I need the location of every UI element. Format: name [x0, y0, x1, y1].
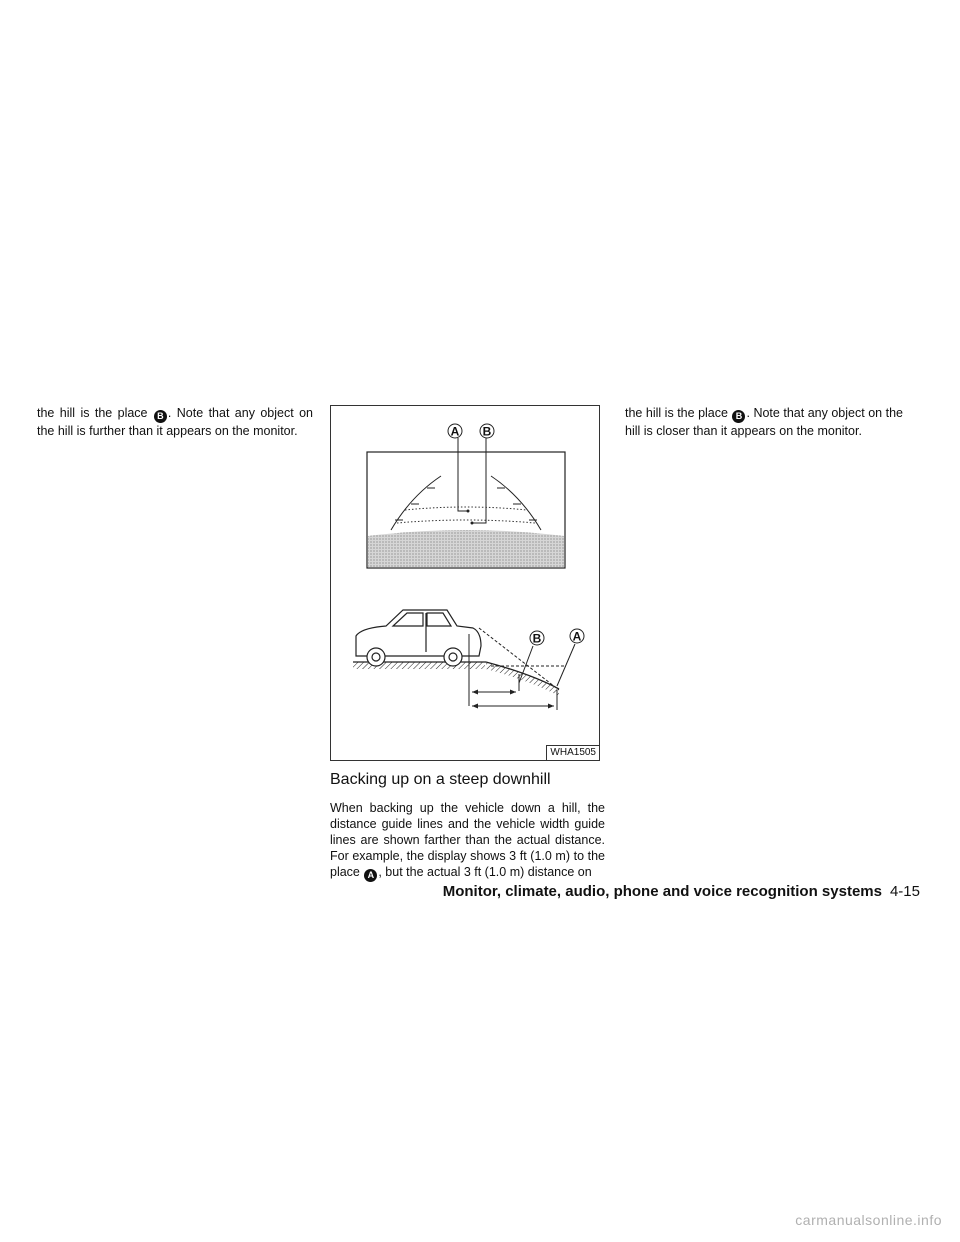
left-column [37, 405, 313, 439]
section-paragraph [330, 800, 605, 882]
figure-label-b-side: B [532, 631, 542, 646]
backup-camera-figure [330, 405, 600, 761]
section-text-before: When backing up the vehicle down a hill, the distance guide lines and the vehicle width guide lines are shown farther than the actual distance. For example, the display shows 3 ft (1.0 m) to the place [330, 801, 605, 879]
right-column-paragraph [625, 405, 903, 439]
marker-b-icon: B [154, 410, 167, 423]
bumper-area [368, 530, 564, 567]
section-column [330, 770, 605, 882]
right-text-before: the hill is the place [625, 406, 732, 420]
figure-label-a-top: A [450, 424, 460, 439]
marker-b-icon: B [732, 410, 745, 423]
section-heading: Backing up on a steep downhill [330, 771, 551, 788]
figure-label-b-top: B [482, 424, 492, 439]
page-number: 4-15 [889, 883, 920, 900]
right-text-after: . Note that any object on the hill is closer than it appears on the monitor. [625, 406, 904, 438]
left-column-paragraph [37, 405, 313, 439]
figure-label-a-side: A [572, 629, 582, 644]
marker-a-icon: A [364, 869, 377, 882]
left-text-before: the hill is the place [37, 406, 153, 420]
footer-title: Monitor, climate, audio, phone and voice recognition systems [442, 883, 882, 900]
watermark: carmanualsonline.info [795, 1212, 942, 1228]
car-icon [356, 610, 481, 666]
page-footer [420, 883, 920, 901]
section-text-after: , but the actual 3 ft (1.0 m) distance on [378, 865, 592, 879]
figure-illustration [331, 406, 601, 762]
figure-code: WHA1505 [546, 745, 599, 760]
right-column [625, 405, 903, 439]
left-text-after: . Note that any object on the hill is further than it appears on the monitor. [37, 406, 313, 438]
